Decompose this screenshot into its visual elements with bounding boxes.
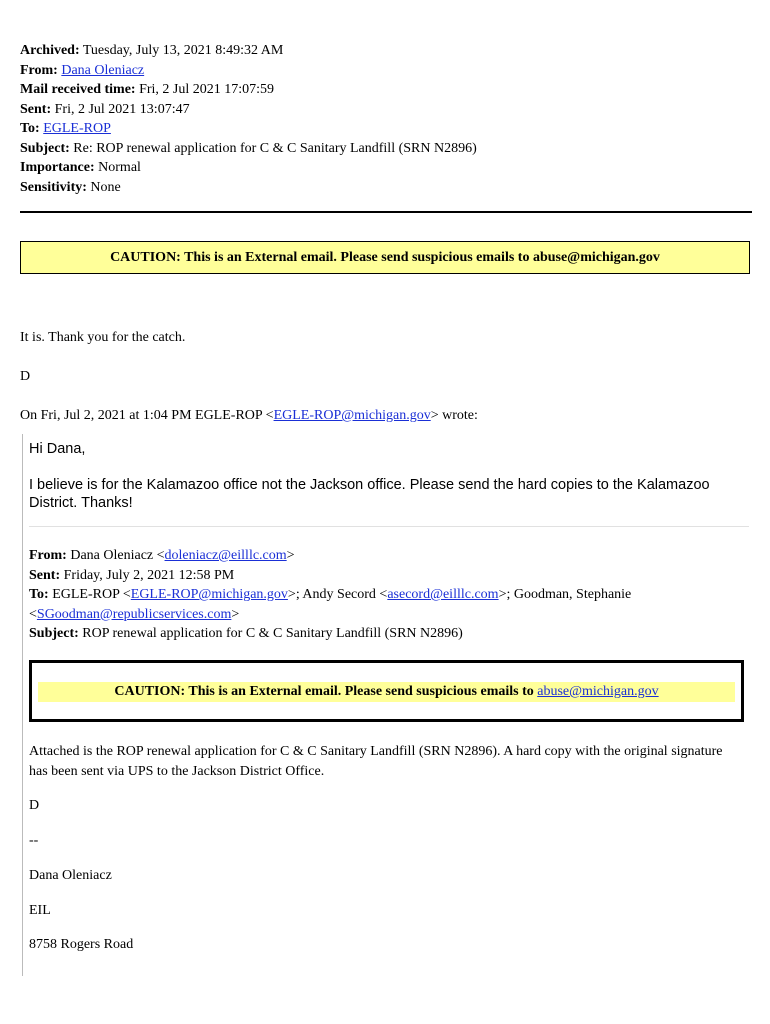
importance-label: Importance: — [20, 160, 95, 175]
quoted-to-row — [29, 585, 631, 605]
quoted-to-row-2 — [29, 605, 631, 625]
sent-value: Fri, 2 Jul 2021 13:07:47 — [54, 101, 190, 117]
quoted-attached-paragraph: Attached is the ROP renewal application for C & C Sanitary Landfill (SRN N2896). A hard copy with the original signature has been sent via UPS to the Jackson District Office. — [29, 744, 723, 779]
reply-line-2: D — [20, 369, 31, 384]
from-label: From: — [20, 62, 58, 78]
quoted-greeting: Hi Dana, — [29, 441, 86, 457]
quoted-sent-value: Friday, July 2, 2021 12:58 PM — [63, 567, 235, 583]
quoted-divider — [29, 526, 749, 527]
quoted-to-label: To: — [29, 587, 49, 602]
subject-label: Subject: — [20, 140, 70, 156]
signature-name: Dana Oleniacz — [29, 868, 112, 883]
quoted-message — [22, 434, 753, 976]
quoted-from-name: Dana Oleniacz < — [70, 548, 165, 563]
archived-value: Tuesday, July 13, 2021 8:49:32 AM — [82, 43, 284, 58]
sensitivity-label: Sensitivity: — [20, 179, 87, 195]
quoted-to-email-3-link[interactable]: SGoodman@republicservices.com — [36, 606, 232, 622]
archived-label: Archived: — [20, 43, 80, 58]
reply-line-1: It is. Thank you for the catch. — [20, 330, 186, 345]
quoted-body: I believe is for the Kalamazoo office not the Jackson office. Please send the hard copies to the Kalamazoo District. Thanks! — [29, 477, 710, 511]
quoted-caution-box — [29, 660, 744, 722]
quoted-to-mid: >; Andy Secord < — [287, 587, 388, 602]
signature-company: EIL — [29, 903, 51, 918]
quoted-to-email-2-link[interactable]: asecord@eilllc.com — [387, 587, 499, 602]
header-divider — [20, 211, 752, 213]
quoted-from-email-link[interactable]: doleniacz@eilllc.com — [164, 548, 287, 563]
to-link[interactable]: EGLE-ROP — [43, 121, 111, 136]
quoted-subject-value: ROP renewal application for C & C Sanitary Landfill (SRN N2896) — [82, 626, 463, 641]
quoted-header — [29, 546, 631, 644]
email-header — [20, 41, 477, 197]
mail-received-value: Fri, 2 Jul 2021 17:07:59 — [139, 82, 275, 97]
quoted-to-email-1-link[interactable]: EGLE-ROP@michigan.gov — [130, 587, 288, 602]
quoted-subject-row — [29, 624, 631, 644]
quoted-caution-text: CAUTION: This is an External email. Please send suspicious emails to — [114, 684, 534, 699]
wrote-suffix: > wrote: — [430, 408, 478, 423]
wrote-prefix: On Fri, Jul 2, 2021 at 1:04 PM EGLE-ROP < — [20, 408, 274, 423]
sent-label: Sent: — [20, 101, 52, 117]
importance-value: Normal — [98, 160, 141, 175]
caution-banner — [20, 241, 750, 274]
subject-value: Re: ROP renewal application for C & C Sanitary Landfill (SRN N2896) — [73, 140, 477, 156]
wrote-email-link[interactable]: EGLE-ROP@michigan.gov — [273, 408, 431, 423]
to-row — [20, 119, 477, 139]
quoted-to-prefix: EGLE-ROP < — [52, 587, 131, 602]
subject-row — [20, 139, 477, 159]
quoted-to-close: > — [231, 606, 240, 622]
sensitivity-row — [20, 178, 477, 198]
quoted-to-mid-2: >; Goodman, Stephanie — [498, 587, 632, 602]
quoted-from-label: From: — [29, 548, 67, 563]
quoted-caution-banner — [38, 682, 735, 702]
quoted-to-open: < — [29, 606, 37, 622]
signature-d: D — [29, 798, 40, 813]
quoted-sent-row — [29, 566, 631, 586]
archived-row — [20, 41, 477, 61]
sensitivity-value: None — [90, 179, 121, 195]
from-link[interactable]: Dana Oleniacz — [61, 62, 145, 78]
mail-received-row — [20, 80, 477, 100]
caution-banner-text: CAUTION: This is an External email. Please send suspicious emails to abuse@michigan.gov — [110, 249, 660, 265]
signature-address: 8758 Rogers Road — [29, 937, 134, 952]
wrote-line — [20, 408, 478, 424]
importance-row — [20, 158, 477, 178]
to-label: To: — [20, 121, 40, 136]
quoted-from-row — [29, 546, 631, 566]
quoted-from-close: > — [286, 548, 295, 563]
quoted-subject-label: Subject: — [29, 626, 79, 641]
sent-row — [20, 100, 477, 120]
quoted-sent-label: Sent: — [29, 567, 61, 583]
mail-received-label: Mail received time: — [20, 82, 136, 97]
quoted-caution-email-link[interactable]: abuse@michigan.gov — [537, 684, 659, 699]
from-row — [20, 61, 477, 81]
signature-dash: -- — [29, 833, 39, 848]
